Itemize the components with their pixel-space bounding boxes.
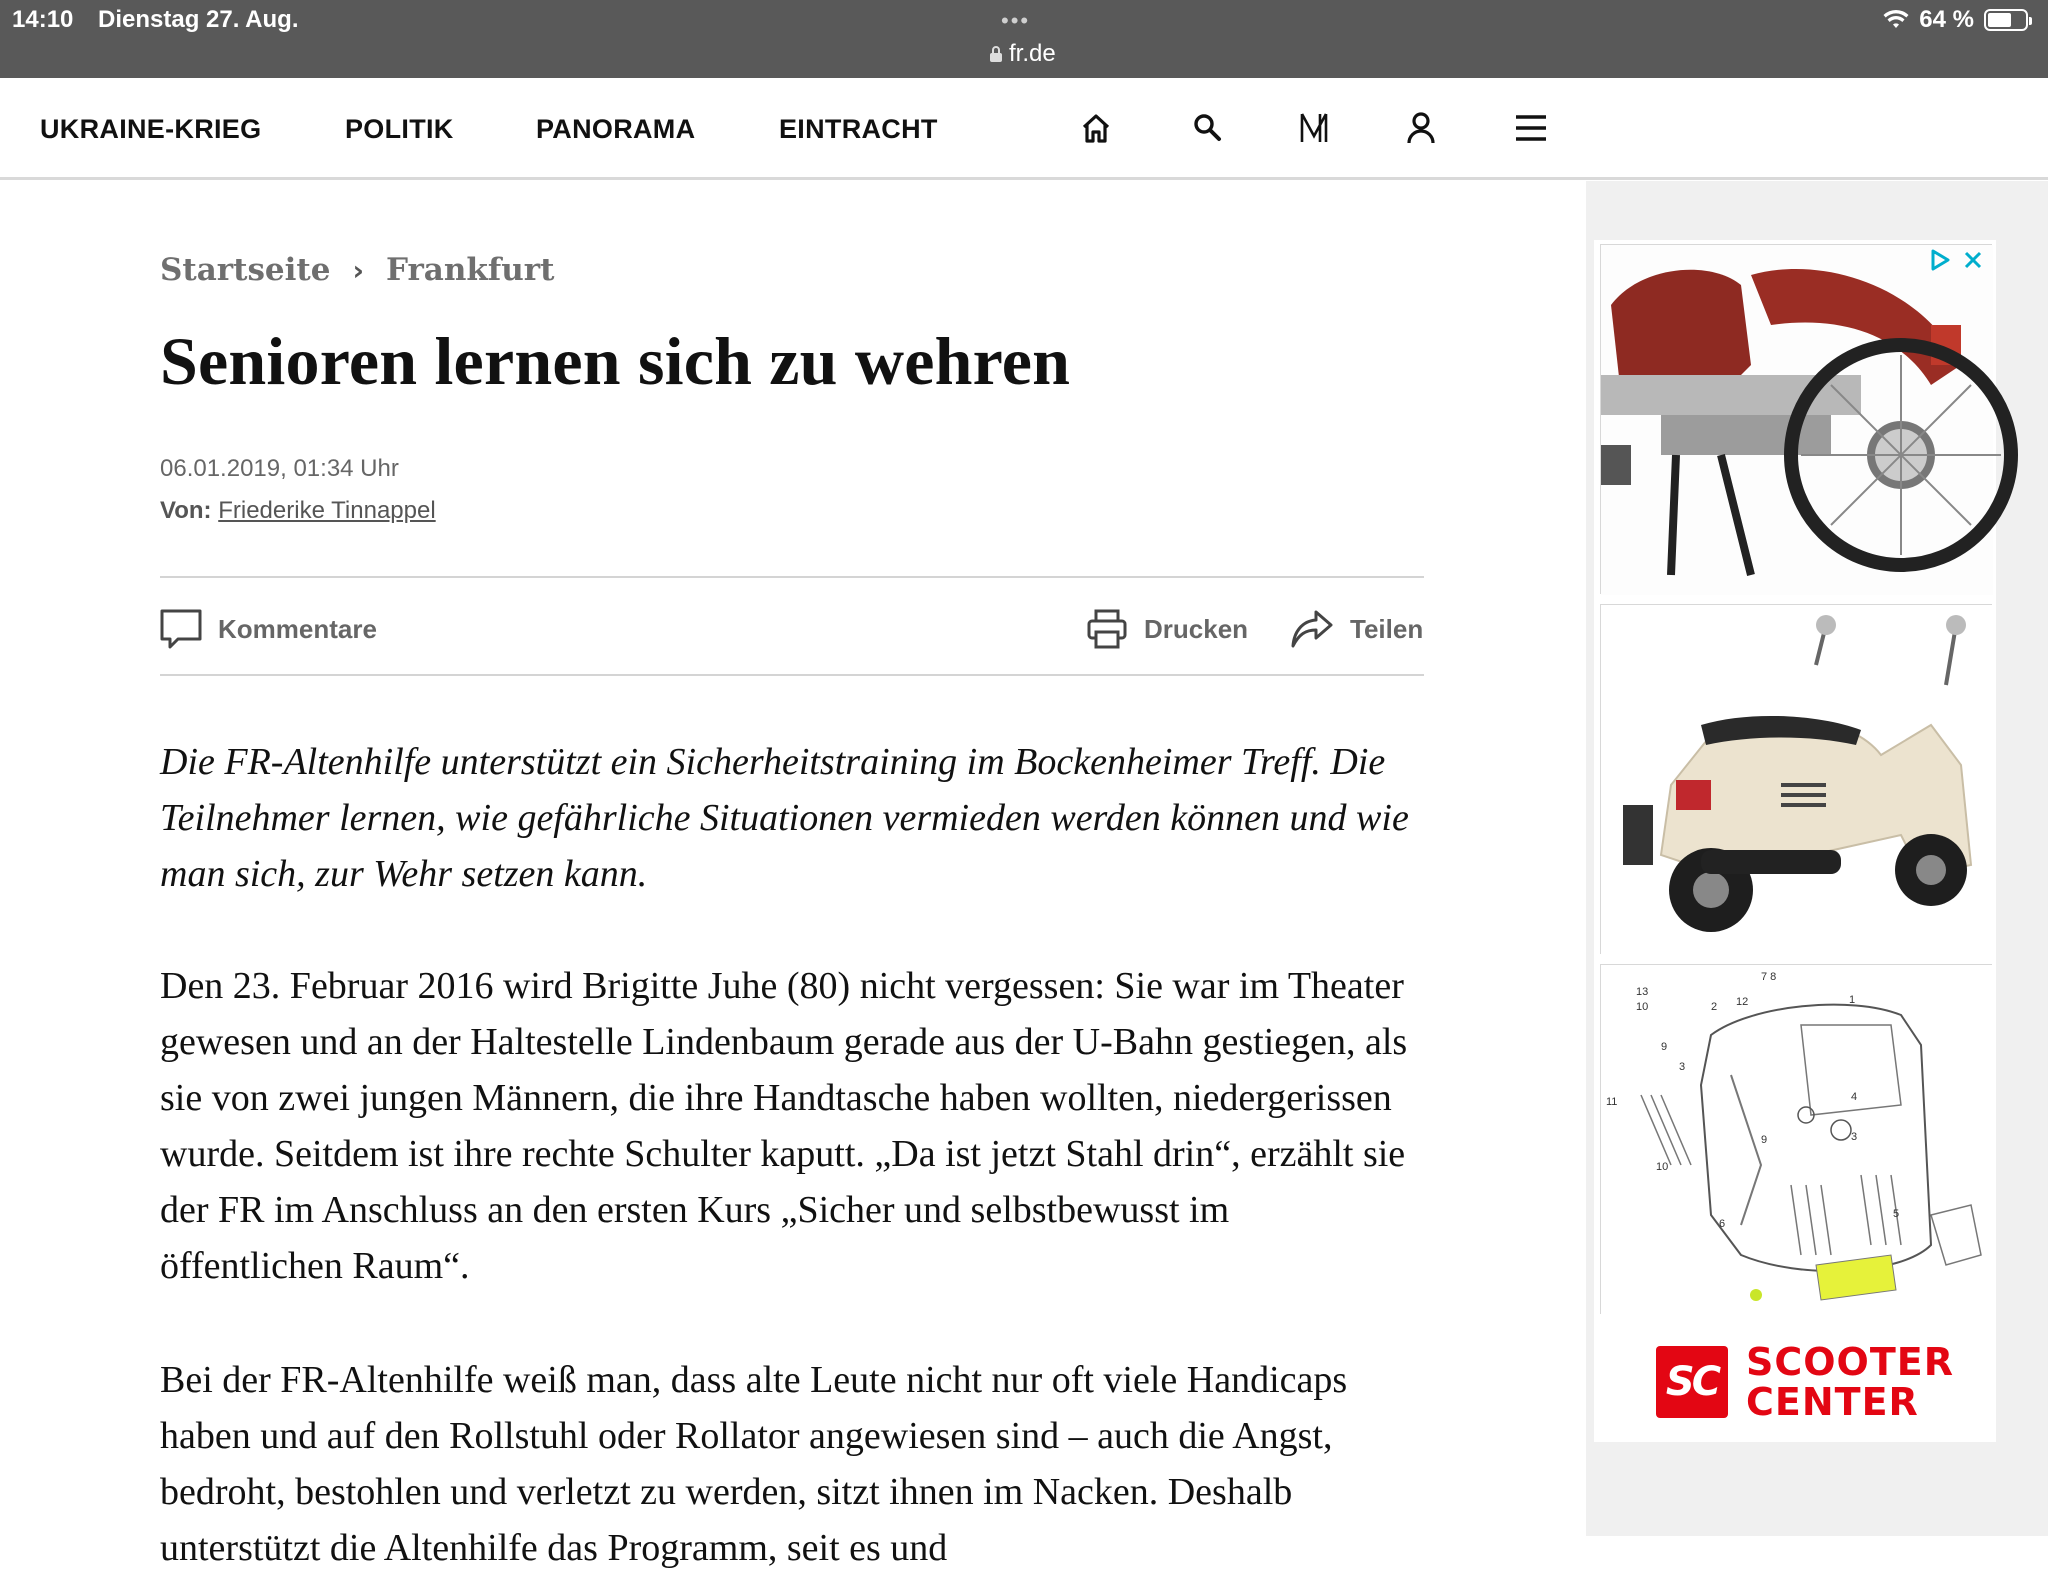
nav-link-eintracht[interactable]: EINTRACHT bbox=[779, 114, 938, 144]
url-text: fr.de bbox=[1009, 40, 1056, 67]
ad-image-diagram[interactable] bbox=[1600, 964, 1992, 1314]
sc-logo-mark: SC bbox=[1656, 1346, 1728, 1418]
diagram-label: 9 bbox=[1761, 1134, 1768, 1146]
print-label: Drucken bbox=[1144, 613, 1249, 644]
diagram-label: 5 bbox=[1893, 1208, 1900, 1220]
status-time: 14:10 bbox=[12, 6, 74, 33]
author-label: Von: bbox=[160, 497, 212, 524]
nav-link-politik[interactable]: POLITIK bbox=[345, 114, 454, 144]
diagram-label: 9 bbox=[1661, 1041, 1668, 1053]
comments-label: Kommentare bbox=[218, 613, 377, 644]
status-date: Dienstag 27. Aug. bbox=[98, 6, 299, 33]
diagram-label: 10 bbox=[1656, 1161, 1669, 1173]
merkzettel-icon[interactable] bbox=[1296, 110, 1332, 146]
user-icon[interactable] bbox=[1403, 110, 1439, 146]
diagram-label: 3 bbox=[1679, 1061, 1686, 1073]
diagram-label: 1 bbox=[1849, 994, 1856, 1006]
ad-image-moped[interactable] bbox=[1600, 244, 1992, 594]
share-icon bbox=[1290, 608, 1334, 650]
status-bar bbox=[0, 0, 2048, 78]
diagram-label: 12 bbox=[1736, 996, 1749, 1008]
diagram-label: 13 bbox=[1636, 986, 1649, 998]
diagram-label: 10 bbox=[1636, 1001, 1649, 1013]
scooter-image bbox=[1601, 605, 1993, 955]
home-icon[interactable] bbox=[1078, 110, 1114, 146]
multitasking-dots[interactable]: ••• bbox=[1001, 8, 1031, 33]
article-paragraph: Bei der FR-Altenhilfe weiß man, dass alte Leute nicht nur oft viele Handicaps haben und auf den Rollstuhl oder Rollator angewiesen sind – auch die Angst, bedroht, bestohlen und verletzt zu werden, sitzt ihnen im Nacken. Deshalb unterstützt die Altenhilfe das Programm, seit es und bbox=[160, 1359, 1348, 1569]
address-bar[interactable] bbox=[989, 40, 1056, 68]
diagram-label: 3 bbox=[1851, 1131, 1858, 1143]
menu-icon[interactable] bbox=[1513, 110, 1549, 146]
nav-link-ukraine-krieg[interactable]: UKRAINE-KRIEG bbox=[40, 114, 262, 144]
parts-diagram-image bbox=[1601, 965, 1993, 1315]
breadcrumb bbox=[160, 252, 554, 288]
search-icon[interactable] bbox=[1190, 110, 1226, 146]
lock-icon bbox=[989, 45, 1003, 63]
article-author bbox=[160, 497, 436, 525]
battery-icon bbox=[1984, 9, 2028, 31]
battery-fill bbox=[1988, 13, 2011, 27]
diagram-label: 2 bbox=[1711, 1001, 1718, 1013]
article-paragraph: Den 23. Februar 2016 wird Brigitte Juhe (80) nicht vergessen: Sie war im Theater gewesen und an der Haltestelle Lindenbaum gerade aus der U-Bahn gestiegen, als sie von zwei jungen Männern, die ihre Handtasche haben wollten, niedergerissen wurde. Seitdem ist ihre rechte Schulter kaputt. „Da ist jetzt Stahl drin“, erzählt sie der FR im Anschluss an den ersten Kurs „Sicher und selbstbewusst im öffentlichen Raum“. bbox=[160, 965, 1408, 1287]
status-right bbox=[1883, 6, 2028, 34]
diagram-label: 11 bbox=[1606, 1096, 1618, 1108]
adchoices-icon[interactable] bbox=[1929, 249, 1951, 271]
diagram-label: 4 bbox=[1851, 1091, 1858, 1103]
article-date: 06.01.2019, 01:34 Uhr bbox=[160, 455, 399, 482]
author-link[interactable]: Friederike Tinnappel bbox=[218, 497, 436, 524]
ad-choices[interactable] bbox=[1929, 249, 1983, 271]
moped-image bbox=[1601, 245, 1993, 595]
article-lead: Die FR-Altenhilfe unterstützt ein Sicherheitstraining im Bockenheimer Treff. Die Teilnehmer lernen, wie gefährliche Situationen vermieden werden können und wie man sich, zur Wehr setzen kann. bbox=[160, 741, 1409, 895]
battery-percent: 64 % bbox=[1919, 6, 1974, 33]
sc-logo-line2: CENTER bbox=[1746, 1380, 1919, 1424]
share-label: Teilen bbox=[1350, 613, 1424, 644]
site-nav bbox=[0, 78, 2048, 180]
sc-logo-text bbox=[1746, 1342, 1954, 1422]
close-icon[interactable] bbox=[1963, 250, 1983, 270]
ad-image-scooter[interactable] bbox=[1600, 604, 1992, 954]
print-button[interactable] bbox=[1086, 608, 1248, 650]
scooter-center-logo[interactable] bbox=[1656, 1342, 1954, 1422]
chevron-right-icon: › bbox=[352, 253, 364, 287]
comments-button[interactable] bbox=[160, 608, 377, 650]
print-icon bbox=[1086, 608, 1128, 650]
share-button[interactable] bbox=[1290, 608, 1423, 650]
breadcrumb-home[interactable]: Startseite bbox=[160, 252, 331, 288]
sc-logo-line1: SCOOTER bbox=[1746, 1340, 1955, 1384]
nav-link-panorama[interactable]: PANORAMA bbox=[536, 114, 696, 144]
diagram-label: 6 bbox=[1719, 1218, 1726, 1230]
article-toolbar bbox=[160, 576, 1424, 676]
breadcrumb-section[interactable]: Frankfurt bbox=[386, 252, 555, 288]
diagram-label: 7 8 bbox=[1761, 971, 1777, 983]
article-title: Senioren lernen sich zu wehren bbox=[160, 323, 1071, 399]
wifi-icon bbox=[1883, 10, 1909, 30]
advertisement[interactable] bbox=[1594, 240, 1996, 1442]
comment-icon bbox=[160, 608, 202, 650]
